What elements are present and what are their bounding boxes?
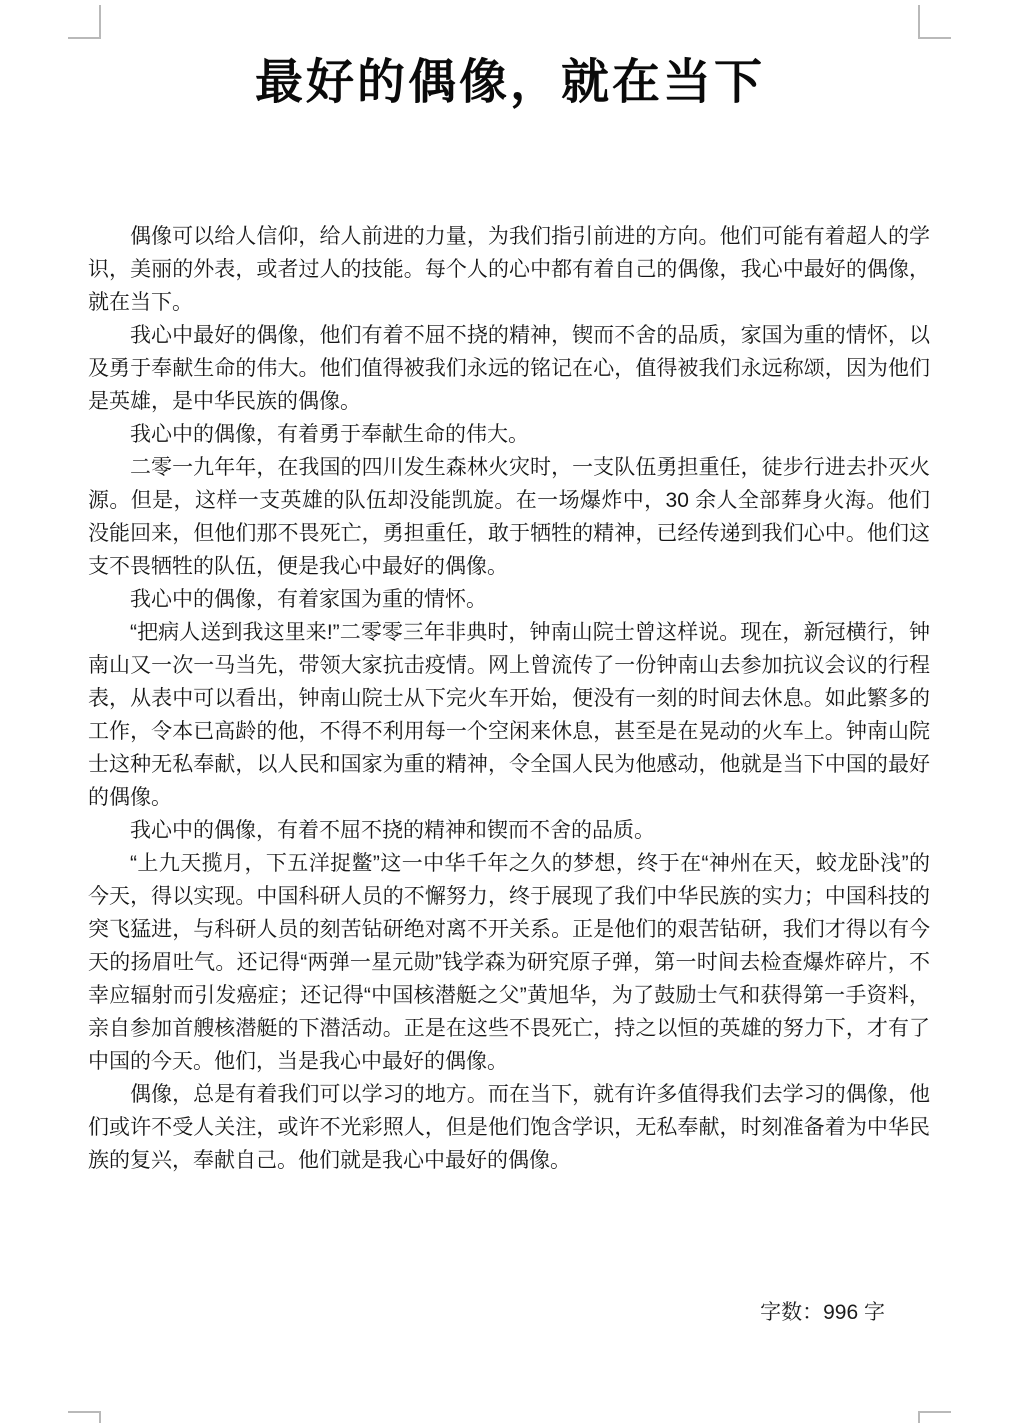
crop-mark-bottom-left-icon (68, 1411, 101, 1423)
paragraph: “上九天揽月，下五洋捉鳖”这一中华千年之久的梦想，终于在“神州在天，蛟龙卧浅”的今天，得以实现。中国科研人员的不懈努力，终于展现了我们中华民族的实力；中国科技的突飞猛进，与科研人员的刻苦钻研绝对离不开关系。正是他们的艰苦钻研，我们才得以有今天的扬眉吐气。还记得“两弹一星元勋”钱学森为研究原子弹，第一时间去检查爆炸碎片，不幸应辐射而引发癌症；还记得“中国核潜艇之父”黄旭华，为了鼓励士气和获得第一手资料，亲自参加首艘核潜艇的下潜活动。正是在这些不畏死亡，持之以恒的英雄的努力下，才有了中国的今天。他们，当是我心中最好的偶像。 (88, 851, 930, 1073)
paragraph: 二零一九年年，在我国的四川发生森林火灾时，一支队伍勇担重任，徒步行进去扑灭火源。但是，这样一支英雄的队伍却没能凯旋。在一场爆炸中，30 余人全部葬身火海。他们没能回来，但他们那不畏死亡，勇担重任，敢于牺牲的精神，已经传递到我们心中。他们这支不畏牺牲的队伍，便是我心中最好的偶像。 (88, 455, 930, 578)
paragraph: 偶像，总是有着我们可以学习的地方。而在当下，就有许多值得我们去学习的偶像，他们或许不受人关注，或许不光彩照人，但是他们饱含学识，无私奉献，时刻准备着为中华民族的复兴，奉献自己。他们就是我心中最好的偶像。 (88, 1082, 930, 1172)
paragraph: 我心中的偶像，有着家国为重的情怀。 (130, 587, 487, 611)
word-count-label: 字数：996 字 (760, 1301, 885, 1324)
paragraph: 我心中最好的偶像，他们有着不屈不挠的精神，锲而不舍的品质，家国为重的情怀，以及勇于奉献生命的伟大。他们值得被我们永远的铭记在心，值得被我们永远称颂，因为他们是英雄，是中华民族的偶像。 (88, 323, 930, 413)
crop-mark-bottom-right-icon (918, 1411, 951, 1423)
document-title: 最好的偶像，就在当下 (254, 56, 765, 109)
paragraph: 我心中的偶像，有着不屈不挠的精神和锲而不舍的品质。 (130, 818, 655, 842)
paragraph: 偶像可以给人信仰，给人前进的力量，为我们指引前进的方向。他们可能有着超人的学识，美丽的外表，或者过人的技能。每个人的心中都有着自己的偶像，我心中最好的偶像，就在当下。 (88, 224, 930, 314)
paragraph: 我心中的偶像，有着勇于奉献生命的伟大。 (130, 422, 529, 446)
paragraph: “把病人送到我这里来!”二零零三年非典时，钟南山院士曾这样说。现在，新冠横行，钟南山又一次一马当先，带领大家抗击疫情。网上曾流传了一份钟南山去参加抗议会议的行程表，从表中可以看出，钟南山院士从下完火车开始，便没有一刻的时间去休息。如此繁多的工作，令本已高龄的他，不得不利用每一个空闲来休息，甚至是在晃动的火车上。钟南山院士这种无私奉献，以人民和国家为重的精神，令全国人民为他感动，他就是当下中国的最好的偶像。 (88, 620, 930, 809)
document-body (88, 220, 930, 1177)
